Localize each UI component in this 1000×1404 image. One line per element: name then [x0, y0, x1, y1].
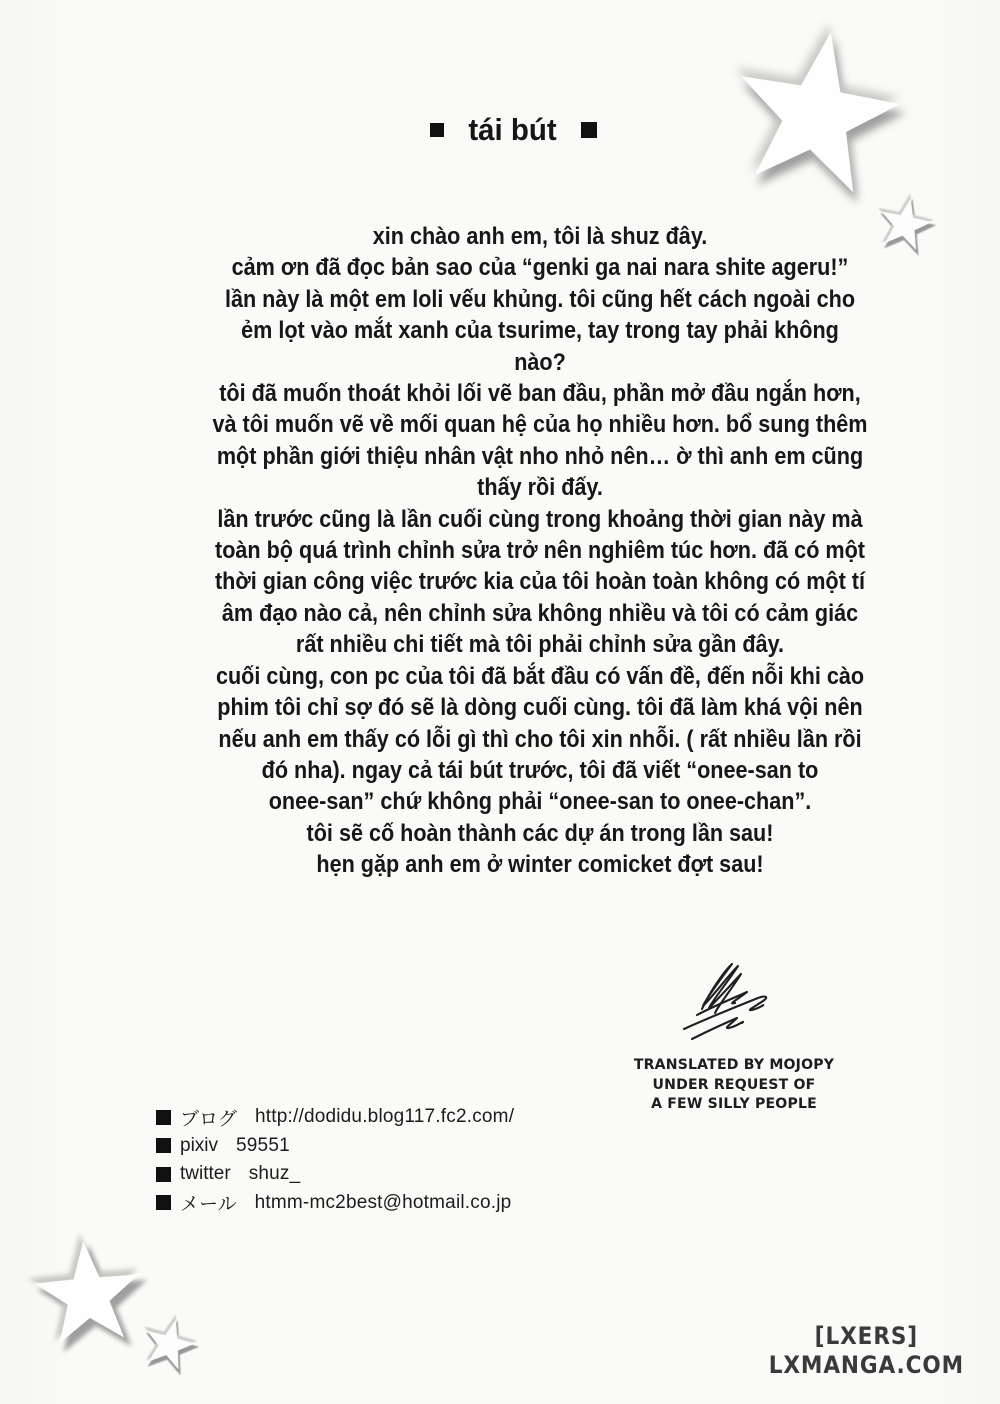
body-line: tôi đã muốn thoát khỏi lối vẽ ban đầu, phần mở đầu ngắn hơn, — [219, 380, 861, 408]
body-line: nếu anh em thấy có lỗi gì thì cho tôi xin nhỗi. ( rất nhiều lần rồi — [218, 725, 862, 753]
translator-note-line: TRANSLATED BY MOJOPY — [633, 1057, 835, 1073]
body-line: ẻm lọt vào mắt xanh của tsurime, tay trong tay phải không — [241, 317, 839, 345]
contact-value-pixiv-id: 59551 — [236, 1134, 290, 1156]
site-watermark — [769, 1322, 964, 1380]
body-line: nào? — [514, 348, 566, 376]
watermark-line: LXMANGA.COM — [768, 1351, 964, 1379]
page-title-text: tái bút — [467, 112, 557, 147]
contact-row-twitter — [156, 1163, 514, 1185]
body-line: cuối cùng, con pc của tôi đã bắt đầu có vấn đề, đến nỗi khi cào — [215, 662, 865, 690]
bullet-square-icon — [156, 1195, 171, 1210]
author-signature — [672, 955, 787, 1047]
body-line: lần này là một em loli vếu khủng. tôi cũng hết cách ngoài cho — [224, 285, 856, 313]
contact-value-blog-url: http://dodidu.blog117.fc2.com/ — [255, 1106, 515, 1127]
body-line: cảm ơn đã đọc bản sao của “genki ga nai nara shite ageru!” — [231, 254, 849, 282]
translator-note-line: A FEW SILLY PEOPLE — [651, 1096, 817, 1112]
bullet-square-icon — [156, 1138, 171, 1153]
body-line: và tôi muốn vẽ về mối quan hệ của họ nhiều hơn. bổ sung thêm — [212, 411, 868, 439]
bullet-square-icon — [156, 1167, 171, 1182]
body-line: phim tôi chỉ sợ đó sẽ là dòng cuối cùng. tôi đã làm khá vội nên — [217, 694, 863, 722]
contact-value-email: htmm-mc2best@hotmail.co.jp — [254, 1191, 512, 1213]
square-bullet-icon — [581, 122, 597, 138]
contact-label: ブログ — [180, 1107, 238, 1130]
body-line: toàn bộ quá trình chỉnh sửa trở nên nghiêm túc hơn. đã có một — [215, 537, 865, 565]
body-line: onee-san” chứ không phải “onee-san to onee-chan”. — [268, 788, 812, 816]
contact-row-pixiv — [156, 1135, 514, 1157]
star-icon — [129, 1305, 209, 1385]
body-line: hẹn gặp anh em ở winter comicket đợt sau! — [316, 851, 764, 879]
contact-row-blog — [156, 1106, 514, 1128]
bullet-square-icon — [156, 1110, 171, 1125]
body-line: lần trước cũng là lần cuối cùng trong khoảng thời gian này mà — [217, 505, 863, 533]
contact-label: pixiv — [180, 1134, 219, 1156]
body-line: thời gian công việc trước kia của tôi hoàn toàn không có một tí — [214, 568, 866, 596]
page-title — [13, 112, 1000, 148]
body-line: thấy rồi đấy. — [477, 474, 603, 502]
body-line: âm đạo nào cả, nên chỉnh sửa không nhiều và tôi có cảm giác — [221, 599, 859, 627]
watermark-line: [LXERS] — [814, 1322, 919, 1350]
square-bullet-icon — [430, 123, 444, 137]
body-line: tôi sẽ cố hoàn thành các dự án trong lần sau! — [306, 819, 774, 847]
body-line: một phần giới thiệu nhân vật nho nhỏ nên… ờ thì anh em cũng — [216, 442, 864, 470]
translator-note — [627, 1056, 840, 1115]
contact-row-email — [156, 1192, 514, 1214]
contact-label: twitter — [180, 1163, 231, 1184]
contact-value-twitter-handle: shuz_ — [248, 1163, 301, 1184]
contact-label: メール — [180, 1193, 237, 1215]
body-line: rất nhiều chi tiết mà tôi phải chỉnh sửa gần đây. — [295, 631, 785, 659]
contact-info — [156, 1106, 514, 1220]
translator-note-line: UNDER REQUEST OF — [652, 1076, 816, 1093]
body-line: xin chào anh em, tôi là shuz đây. — [372, 223, 708, 250]
body-line: đó nha). ngay cả tái bút trước, tôi đã viết “onee-san to — [261, 756, 819, 784]
afterword-body — [126, 221, 954, 881]
